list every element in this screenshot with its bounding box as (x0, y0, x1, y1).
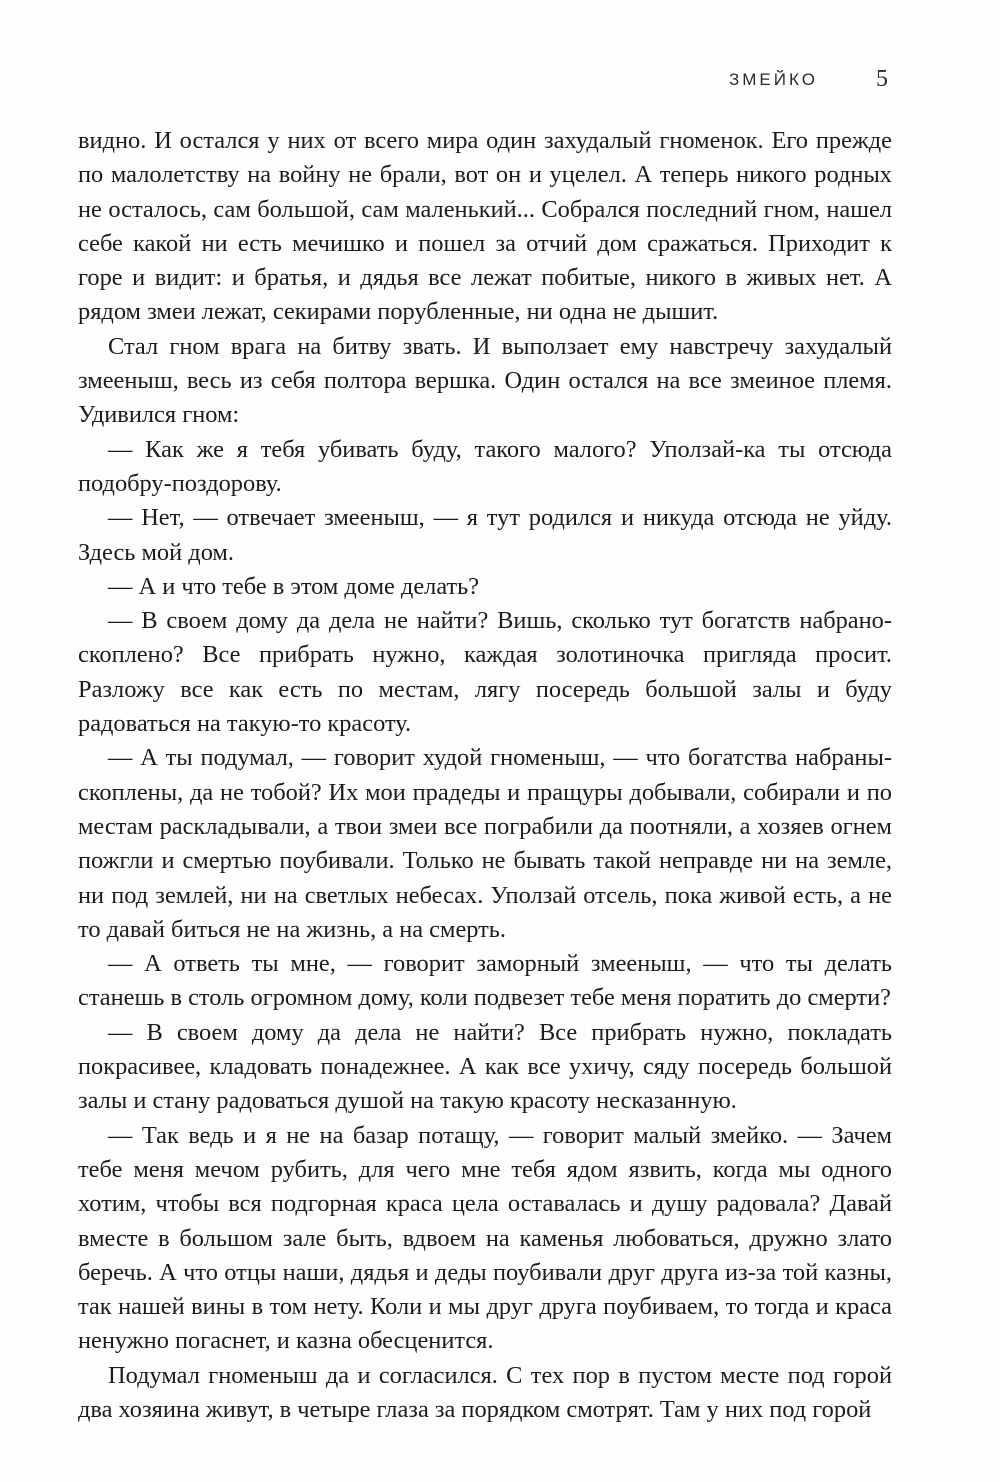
body-text (78, 124, 892, 1427)
dialogue-line: — Так ведь и я не на базар потащу, — говорит малый змейко. — Зачем тебе меня мечом рубить, для чего мне тебя ядом язвить, когда мы одного хотим, чтобы вся подгорная краса цела оставалась и душу радовала? Давай вместе в большом зале быть, вдвоем на каменья любоваться, дружно злато беречь. А что отцы наши, дядья и деды поубивали друг друга из-за той казны, так нашей вины в том нету. Коли и мы друг друга поубиваем, то тогда и краса ненужно погаснет, и казна обесценится. (78, 1121, 892, 1355)
running-head (0, 66, 1000, 102)
running-title: ЗМЕЙКО (729, 70, 818, 89)
dialogue-line: — А ты подумал, — говорит худой гноменыш, — что богатства набраны-скоплены, да не тобой? Их мои прадеды и пращуры добывали, собирали и по местам раскладывали, а твои змеи все пограбили да поотняли, а хозяев огнем пожгли и смертью поубивали. Только не бывать такой неправде ни на земле, ни под землей, ни на светлых небесах. Уползай отсель, пока живой есть, а не то давай биться не на жизнь, а на смерть. (78, 744, 892, 943)
dialogue-line: — Как же я тебя убивать буду, такого малого? Уползай-ка ты отсюда подобру-поздорову. (78, 435, 892, 497)
paragraph: Подумал гноменыш да и согласился. С тех пор в пустом месте под горой два хозяина живут, в четыре глаза за порядком смотрят. Там у них под горой (78, 1361, 892, 1423)
page-number: 5 (876, 66, 888, 92)
dialogue-line: — Нет, — отвечает змееныш, — я тут родился и никуда отсюда не уйду. Здесь мой дом. (78, 504, 892, 566)
dialogue-line: — А и что тебе в этом доме делать? (108, 572, 480, 600)
dialogue-line: — В своем дому да дела не найти? Все прибрать нужно, покладать покрасивее, кладовать понадежнее. А как все ухичу, сяду посередь большой залы и стану радоваться душой на такую красоту несказанную. (78, 1018, 892, 1115)
dialogue-line: — А ответь ты мне, — говорит заморный змееныш, — что ты делать станешь в столь огромном дому, коли подвезет тебе меня поратить до смерти? (78, 950, 892, 1012)
paragraph-continuation: видно. И остался у них от всего мира один захудалый гноменок. Его прежде по малолетству на войну не брали, вот он и уцелел. А теперь никого родных не осталось, сам большой, сам маленький... Собрался последний гном, нашел себе какой ни есть мечишко и пошел за отчий дом сражаться. Приходит к горе и видит: и братья, и дядья все лежат побитые, никого в живых нет. А рядом змеи лежат, секирами порубленные, ни одна не дышит. (78, 127, 892, 326)
paragraph: Стал гном врага на битву звать. И выползает ему навстречу захудалый змееныш, весь из себя полтора вершка. Один остался на все змеиное племя. Удивился гном: (78, 332, 892, 429)
dialogue-line: — В своем дому да дела не найти? Вишь, сколько тут богатств набрано-скоплено? Все прибрать нужно, каждая золотиночка пригляда просит. Разложу все как есть по местам, лягу посередь большой залы и буду радоваться на такую-то красоту. (78, 607, 892, 738)
